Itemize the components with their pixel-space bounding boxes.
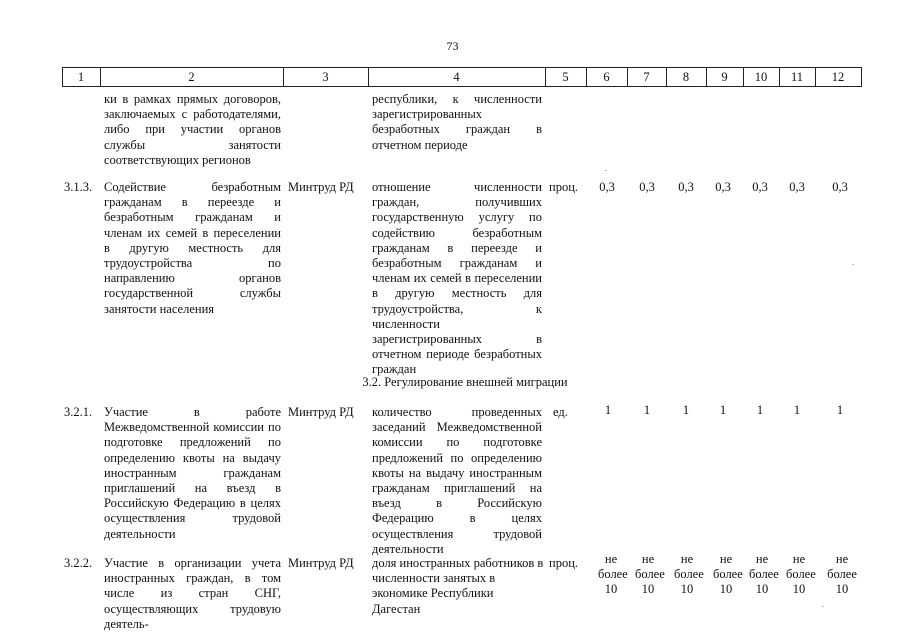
row-indicator: отношение численности граждан, получивших государственную услугу по содействию безработным гражданам в переезде и безработным гражданам и членам их семей в переселении в другую местность для трудоустройства, к численности зарегистрированных в отчетном периоде безработных граждан: [372, 180, 542, 377]
col-divider: [861, 67, 862, 87]
row-name: Содействие безработным гражданам в переезде и безработным гражданам и членам их семей в переселении в другую местность для трудоустройства по направлению органов государственной службы занятости населения: [104, 180, 281, 316]
row-value-col10: 1: [756, 403, 764, 417]
header-col-5: 5: [562, 70, 569, 84]
row-name: Участие в работе Межведомственной комиссии по подготовке предложений по определению квоты на выдачу иностранным гражданам приглашений на въезд в Российскую Федерацию в целях осуществления трудовой деятельности: [104, 405, 281, 541]
row-number: 3.2.2.: [64, 556, 93, 570]
row-executor: Минтруд РД: [288, 180, 354, 194]
row-value-col6: не более 10: [598, 552, 628, 597]
row-value-col10: 0,3: [752, 180, 768, 194]
header-col-1: 1: [77, 70, 85, 84]
row-number: 3.1.3.: [64, 180, 93, 194]
table-top-border: [62, 67, 862, 68]
header-col-4: 4: [453, 70, 460, 84]
row-value-col9: 1: [719, 403, 727, 417]
scan-speck: [852, 264, 854, 265]
row-value-col6: 1: [604, 403, 612, 417]
row-unit: ед.: [553, 405, 568, 419]
section-title: 3.2. Регулирование внешней миграции: [362, 375, 568, 389]
row-indicator: доля иностранных работников в численности занятых в экономике Республики Дагестан: [372, 556, 544, 616]
header-col-10: 10: [754, 70, 768, 84]
row-value-col12: 0,3: [832, 180, 848, 194]
row-unit: проц.: [549, 180, 579, 194]
row-value-col7: 0,3: [639, 180, 655, 194]
header-col-7: 7: [643, 70, 650, 84]
cont-row-indicator: республики, к численности зарегистрированных безработных граждан в отчетном периоде: [372, 92, 542, 152]
row-value-col8: 1: [682, 403, 690, 417]
row-unit: проц.: [549, 556, 579, 570]
row-executor: Минтруд РД: [288, 405, 354, 419]
row-value-col6: 0,3: [599, 180, 615, 194]
row-executor: Минтруд РД: [288, 556, 354, 570]
scan-speck: [605, 170, 607, 171]
header-col-8: 8: [682, 70, 690, 84]
row-value-col7: 1: [643, 403, 651, 417]
row-indicator: количество проведенных заседаний Межведомственной комиссии по подготовке предложений по определению квоты на выдачу иностранным гражданам приглашений на въезд в Российскую Федерацию в целях осуществления трудовой деятельности: [372, 405, 542, 556]
row-number: 3.2.1.: [64, 405, 93, 419]
row-value-col8: 0,3: [678, 180, 694, 194]
row-name: Участие в организации учета иностранных граждан, в том числе из стран СНГ, осуществляющих трудовую деятель-: [104, 556, 281, 631]
cont-row-description: ки в рамках прямых договоров, заключаемых с работодателями, либо при участии органов службы занятости соответствующих регионов: [104, 92, 281, 167]
row-value-col11: не более 10: [786, 552, 816, 597]
scan-speck: [822, 606, 824, 607]
header-col-12: 12: [831, 70, 845, 84]
page-number: 73: [446, 39, 459, 53]
row-value-col9: не более 10: [713, 552, 743, 597]
header-col-6: 6: [603, 70, 610, 84]
row-value-col12: не более 10: [827, 552, 857, 597]
row-value-col11: 0,3: [789, 180, 805, 194]
header-col-9: 9: [721, 70, 728, 84]
row-value-col10: не более 10: [749, 552, 779, 597]
row-value-col9: 0,3: [715, 180, 731, 194]
row-value-col8: не более 10: [674, 552, 704, 597]
row-value-col12: 1: [836, 403, 844, 417]
header-col-11: 11: [790, 70, 804, 84]
header-bottom-border: [62, 86, 862, 87]
header-col-3: 3: [322, 70, 329, 84]
header-col-2: 2: [188, 70, 195, 84]
row-value-col7: не более 10: [635, 552, 665, 597]
row-value-col11: 1: [793, 403, 801, 417]
